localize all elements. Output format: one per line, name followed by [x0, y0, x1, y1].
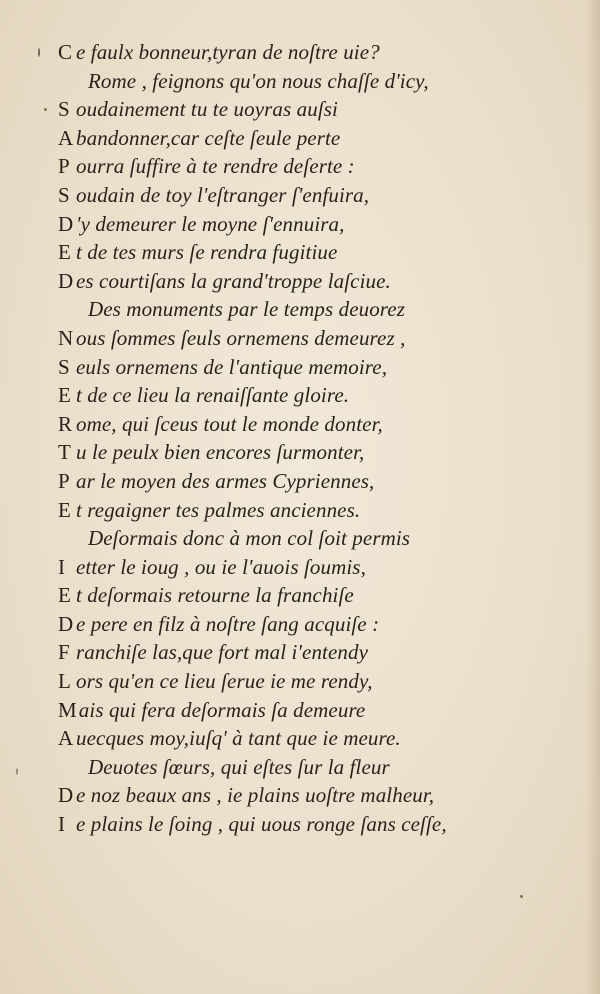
line-text: t de tes murs ſe rendra fugitiue [76, 240, 338, 265]
line-initial: P [58, 154, 70, 179]
line-initial: S [58, 354, 70, 379]
line-text: Deſormais donc à mon col ſoit permis [88, 526, 411, 551]
line-initial: S [58, 182, 70, 207]
line-text: t de ce lieu la renaiſſante gloire. [76, 383, 350, 408]
line-initial: D [58, 211, 74, 236]
line-initial: L [58, 669, 71, 694]
line-initial: D [58, 611, 74, 636]
line-initial: R [58, 411, 73, 436]
line-initial: E [58, 583, 71, 608]
line-initial: A [58, 726, 74, 751]
line-text: oudainement tu te uoyras auſsi [76, 97, 338, 122]
verse-line [58, 524, 578, 553]
line-initial: T [58, 440, 71, 465]
verse-line [58, 295, 578, 324]
paper-speck [16, 768, 18, 775]
line-initial: E [58, 497, 71, 522]
line-text: e noz beaux ans , ie plains uoſtre malheur, [76, 783, 435, 808]
line-text: uecques moy,iuſq' à tant que ie meure. [76, 726, 401, 751]
verse-line [58, 753, 578, 782]
line-text: ais qui fera deſormais ſa demeure [78, 697, 366, 722]
line-text: es courtiſans la grand'troppe laſciue. [76, 268, 391, 293]
verse-line [58, 781, 578, 810]
line-text: e plains le ſoing , qui uous ronge ſans ceſſe, [76, 812, 447, 837]
line-text: ous ſommes ſeuls ornemens demeurez , [76, 325, 406, 350]
verse-line [58, 38, 578, 67]
verse-line [58, 467, 578, 496]
line-text: e faulx bonneur,tyran de noſtre uie? [76, 40, 380, 64]
line-initial: P [58, 468, 70, 493]
verse-line [58, 267, 578, 296]
verse-line [58, 181, 578, 210]
paper-speck [38, 48, 40, 57]
verse-line [58, 553, 578, 582]
verse-line [58, 638, 578, 667]
line-initial: N [58, 325, 74, 350]
line-text: ors qu'en ce lieu ſerue ie me rendy, [76, 669, 373, 694]
line-initial: M [58, 697, 77, 722]
line-text: bandonner,car ceſte ſeule perte [76, 125, 341, 150]
verse-line [58, 124, 578, 153]
verse-line [58, 353, 578, 382]
line-text: Deuotes ſœurs, qui eſtes ſur la fleur [88, 754, 390, 779]
line-initial: I [58, 554, 66, 579]
verse-line [58, 438, 578, 467]
line-initial: F [58, 640, 70, 665]
line-initial: I [58, 812, 66, 837]
line-initial: E [58, 383, 71, 408]
line-initial: D [58, 268, 74, 293]
line-initial: C [58, 40, 73, 64]
page-gutter-shadow [586, 0, 600, 994]
verse-line [58, 810, 578, 839]
verse-line [58, 724, 578, 753]
line-initial: D [58, 783, 74, 808]
verse-line [58, 496, 578, 525]
line-text: ome, qui ſceus tout le monde donter, [76, 411, 383, 436]
verse-line [58, 210, 578, 239]
verse-line [58, 667, 578, 696]
line-text: u le peulx bien encores ſurmonter, [76, 440, 365, 465]
verse-line [58, 324, 578, 353]
line-initial: E [58, 240, 71, 265]
line-text: t regaigner tes palmes anciennes. [76, 497, 361, 522]
line-text: Des monuments par le temps deuorez [88, 297, 405, 322]
line-text: Rome , feignons qu'on nous chaſſe d'icy, [88, 68, 429, 93]
verse-line [58, 410, 578, 439]
paper-speck [520, 895, 523, 898]
line-text: oudain de toy l'eſtranger ſ'enfuira, [76, 182, 370, 207]
verse-line [58, 95, 578, 124]
line-initial: S [58, 97, 70, 122]
paper-speck [44, 108, 47, 111]
verse-line [58, 67, 578, 96]
verse-line [58, 381, 578, 410]
line-text: ourra ſuffire à te rendre deſerte : [76, 154, 355, 179]
verse-line [58, 581, 578, 610]
line-text: ranchiſe las,que fort mal i'entendy [76, 640, 369, 665]
verse-line [58, 696, 578, 725]
poem-text [58, 38, 578, 839]
line-initial: A [58, 125, 74, 150]
verse-line [58, 610, 578, 639]
line-text: euls ornemens de l'antique memoire, [76, 354, 388, 379]
line-text: t deſormais retourne la franchiſe [76, 583, 354, 608]
verse-line [58, 238, 578, 267]
line-text: e pere en filz à noſtre ſang acquiſe : [76, 611, 380, 636]
line-text: ar le moyen des armes Cypriennes, [76, 468, 375, 493]
verse-line [58, 152, 578, 181]
line-text: etter le ioug , ou ie l'auois ſoumis, [76, 554, 366, 579]
line-text: 'y demeurer le moyne ſ'ennuira, [76, 211, 345, 236]
